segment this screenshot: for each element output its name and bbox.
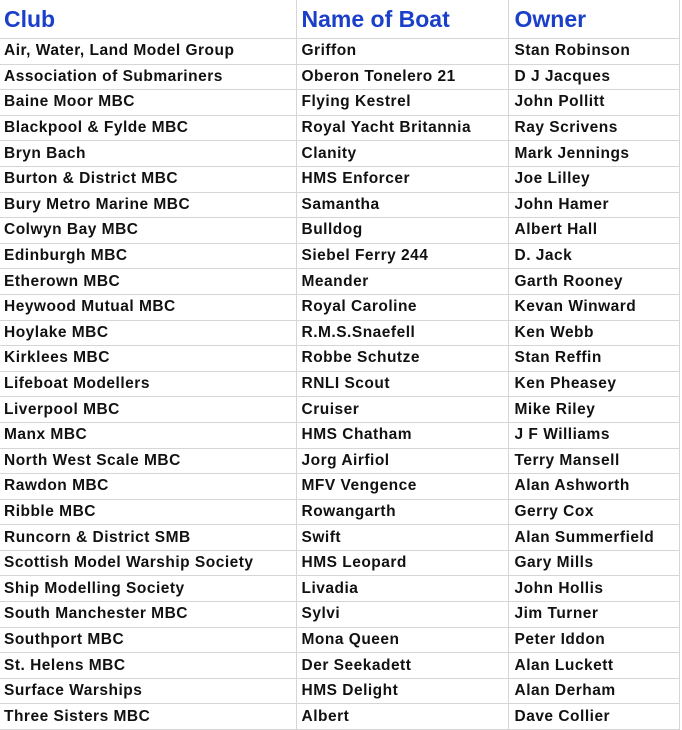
table-row <box>0 192 679 218</box>
table-row <box>0 499 679 525</box>
boat-name-cell: Royal Yacht Britannia <box>296 115 508 141</box>
boat-name-cell: MFV Vengence <box>296 474 508 500</box>
table-row <box>0 422 679 448</box>
table-row <box>0 678 679 704</box>
table-row <box>0 115 679 141</box>
table-row <box>0 602 679 628</box>
club-cell: Hoylake MBC <box>0 320 296 346</box>
boat-name-cell: Oberon Tonelero 21 <box>296 64 508 90</box>
boat-name-cell: RNLI Scout <box>296 371 508 397</box>
owner-cell: J F Williams <box>508 422 679 448</box>
boat-name-cell: Rowangarth <box>296 499 508 525</box>
owner-cell: Garth Rooney <box>508 269 679 295</box>
table-row <box>0 90 679 116</box>
owner-cell: Mark Jennings <box>508 141 679 167</box>
header-row <box>0 0 679 39</box>
owner-cell: Ray Scrivens <box>508 115 679 141</box>
club-cell: Bryn Bach <box>0 141 296 167</box>
boat-name-cell: Clanity <box>296 141 508 167</box>
boat-name-cell: HMS Chatham <box>296 422 508 448</box>
owner-cell: Joe Lilley <box>508 166 679 192</box>
boat-name-cell: Flying Kestrel <box>296 90 508 116</box>
boat-name-cell: Siebel Ferry 244 <box>296 243 508 269</box>
club-cell: Surface Warships <box>0 678 296 704</box>
club-cell: Lifeboat Modellers <box>0 371 296 397</box>
table-row <box>0 294 679 320</box>
table-row <box>0 448 679 474</box>
table-row <box>0 166 679 192</box>
club-cell: Etherown MBC <box>0 269 296 295</box>
club-cell: Three Sisters MBC <box>0 704 296 730</box>
club-cell: Kirklees MBC <box>0 346 296 372</box>
boat-name-cell: Robbe Schutze <box>296 346 508 372</box>
club-cell: Runcorn & District SMB <box>0 525 296 551</box>
club-cell: Blackpool & Fylde MBC <box>0 115 296 141</box>
owner-cell: Gerry Cox <box>508 499 679 525</box>
owner-cell: Dave Collier <box>508 704 679 730</box>
table-row <box>0 525 679 551</box>
table-body <box>0 39 679 730</box>
owner-cell: Gary Mills <box>508 550 679 576</box>
table-row <box>0 346 679 372</box>
club-cell: Bury Metro Marine MBC <box>0 192 296 218</box>
club-cell: Ship Modelling Society <box>0 576 296 602</box>
boat-name-cell: HMS Enforcer <box>296 166 508 192</box>
owner-cell: Peter Iddon <box>508 627 679 653</box>
club-cell: Southport MBC <box>0 627 296 653</box>
owner-cell: Mike Riley <box>508 397 679 423</box>
owner-cell: Stan Robinson <box>508 39 679 65</box>
owner-cell: Albert Hall <box>508 218 679 244</box>
owner-cell: John Pollitt <box>508 90 679 116</box>
table-row <box>0 550 679 576</box>
boat-name-cell: Jorg Airfiol <box>296 448 508 474</box>
column-header-club: Club <box>0 0 296 39</box>
owner-cell: D J Jacques <box>508 64 679 90</box>
boat-name-cell: Cruiser <box>296 397 508 423</box>
boat-name-cell: Swift <box>296 525 508 551</box>
boat-name-cell: Mona Queen <box>296 627 508 653</box>
table-row <box>0 474 679 500</box>
boat-name-cell: Bulldog <box>296 218 508 244</box>
table-row <box>0 576 679 602</box>
club-cell: Colwyn Bay MBC <box>0 218 296 244</box>
table-row <box>0 141 679 167</box>
table-row <box>0 243 679 269</box>
owner-cell: Alan Luckett <box>508 653 679 679</box>
club-cell: Burton & District MBC <box>0 166 296 192</box>
column-header-boat-name: Name of Boat <box>296 0 508 39</box>
boat-name-cell: Livadia <box>296 576 508 602</box>
club-cell: Association of Submariners <box>0 64 296 90</box>
table-row <box>0 320 679 346</box>
table-row <box>0 39 679 65</box>
club-cell: Heywood Mutual MBC <box>0 294 296 320</box>
owner-cell: John Hamer <box>508 192 679 218</box>
table-row <box>0 627 679 653</box>
club-cell: Baine Moor MBC <box>0 90 296 116</box>
boat-name-cell: Der Seekadett <box>296 653 508 679</box>
boat-name-cell: Royal Caroline <box>296 294 508 320</box>
club-cell: St. Helens MBC <box>0 653 296 679</box>
boat-name-cell: Sylvi <box>296 602 508 628</box>
owner-cell: Alan Ashworth <box>508 474 679 500</box>
boat-name-cell: Samantha <box>296 192 508 218</box>
owner-cell: D. Jack <box>508 243 679 269</box>
club-cell: Manx MBC <box>0 422 296 448</box>
owner-cell: Ken Pheasey <box>508 371 679 397</box>
owner-cell: Alan Summerfield <box>508 525 679 551</box>
club-cell: Rawdon MBC <box>0 474 296 500</box>
table-row <box>0 64 679 90</box>
owner-cell: John Hollis <box>508 576 679 602</box>
club-cell: Edinburgh MBC <box>0 243 296 269</box>
table-row <box>0 653 679 679</box>
table-row <box>0 704 679 730</box>
table-row <box>0 269 679 295</box>
table-row <box>0 371 679 397</box>
boat-name-cell: HMS Delight <box>296 678 508 704</box>
owner-cell: Jim Turner <box>508 602 679 628</box>
owner-cell: Terry Mansell <box>508 448 679 474</box>
boat-name-cell: R.M.S.Snaefell <box>296 320 508 346</box>
boat-name-cell: HMS Leopard <box>296 550 508 576</box>
owner-cell: Alan Derham <box>508 678 679 704</box>
boat-name-cell: Griffon <box>296 39 508 65</box>
owner-cell: Stan Reffin <box>508 346 679 372</box>
club-cell: Liverpool MBC <box>0 397 296 423</box>
table-row <box>0 218 679 244</box>
club-cell: Scottish Model Warship Society <box>0 550 296 576</box>
boat-name-cell: Meander <box>296 269 508 295</box>
owner-cell: Ken Webb <box>508 320 679 346</box>
club-cell: North West Scale MBC <box>0 448 296 474</box>
club-cell: South Manchester MBC <box>0 602 296 628</box>
club-cell: Ribble MBC <box>0 499 296 525</box>
boat-name-cell: Albert <box>296 704 508 730</box>
table-row <box>0 397 679 423</box>
club-cell: Air, Water, Land Model Group <box>0 39 296 65</box>
owner-cell: Kevan Winward <box>508 294 679 320</box>
column-header-owner: Owner <box>508 0 679 39</box>
